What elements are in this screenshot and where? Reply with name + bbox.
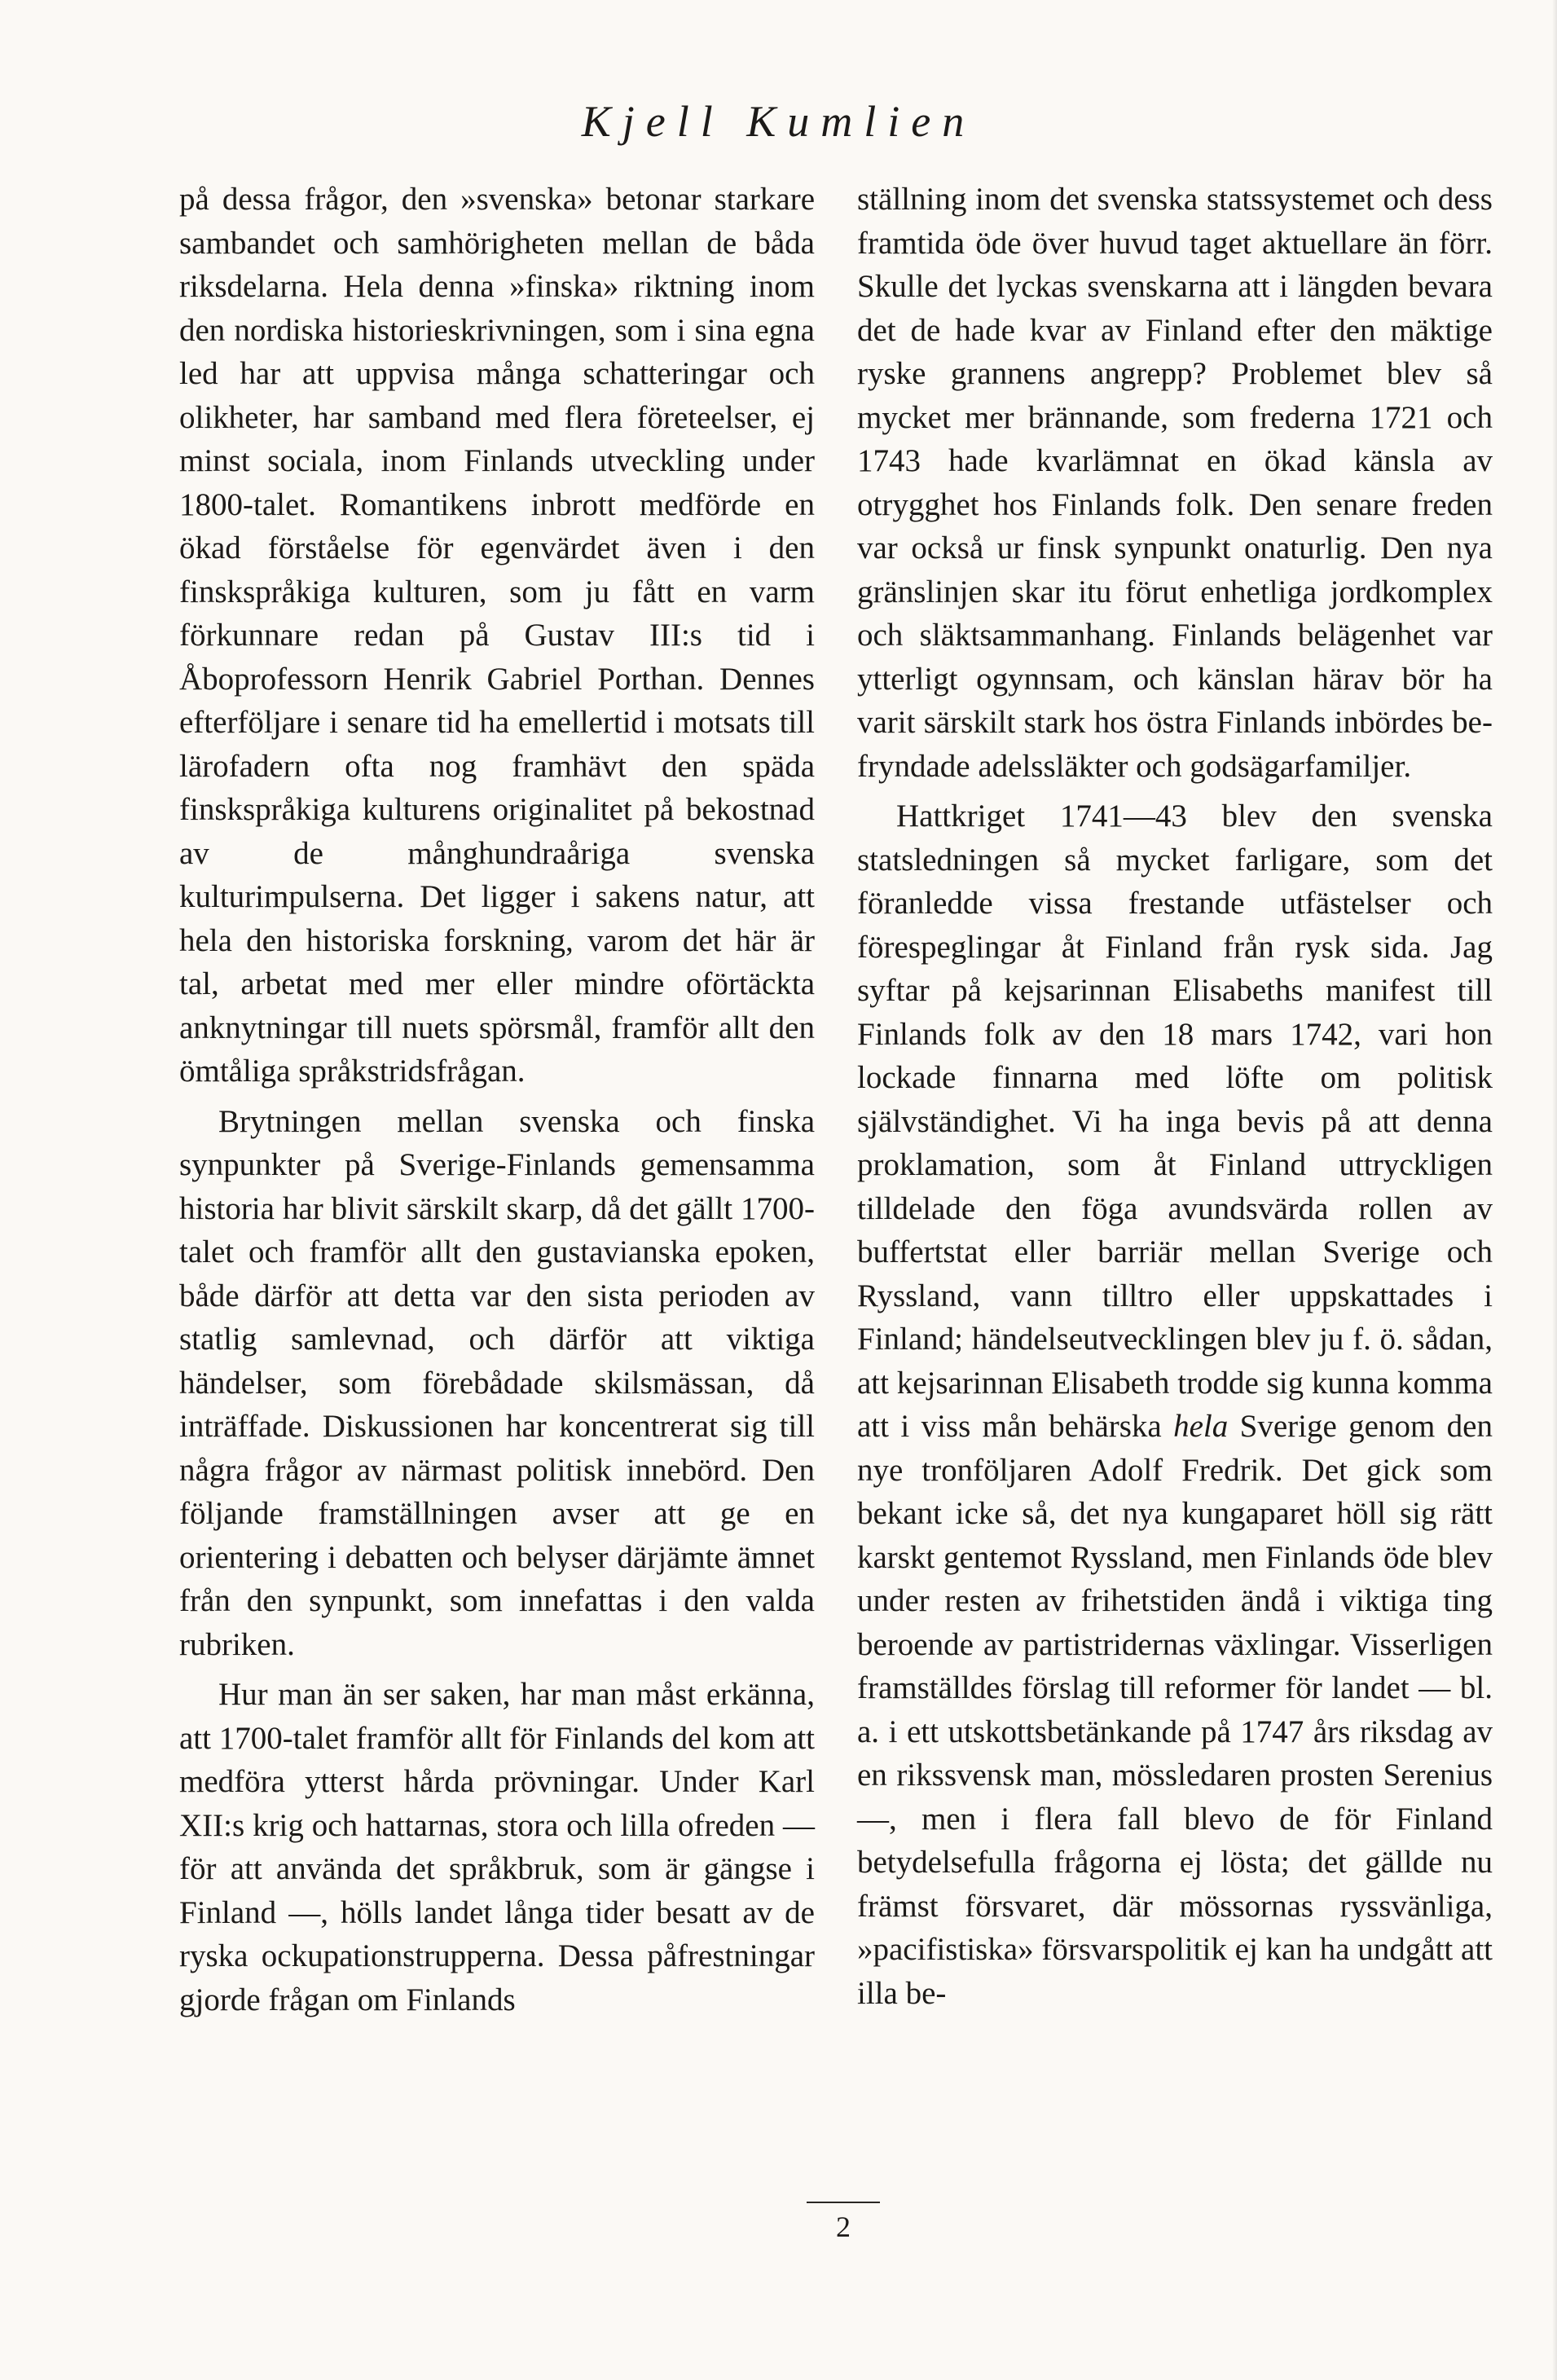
page-edge-shadow: [1552, 0, 1557, 2380]
left-paragraph-1: på dessa frågor, den »svenska» betonar starkare sambandet och samhörigheten mellan de båda riksdelarna. Hela denna »finska» riktning inom den nordiska historieskrivningen, som i sina egna led har att uppvisa många schatteringar och olikheter, har samband med flera företeelser, ej minst sociala, inom Finlands utveckling under 1800-talet. Romantikens inbrott medförde en ökad förståelse för egenvärdet även i den finskspråkiga kulturen, som ju fått en varm förkunnare redan på Gustav III:s tid i Åboprofessorn Henrik Gabriel Porthan. Dennes efterföljare i senare tid ha emellertid i motsats till lärofadern ofta nog framhävt den späda finskspråkiga kulturens originalitet på bekostnad av de månghundraåriga svenska kulturimpulserna. Det ligger i sakens natur, att hela den historiska forskning, varom det här är tal, arbetat med mer eller mindre oförtäckta anknytningar till nuets spörsmål, framför allt den ömtåliga språkstridsfrågan.: [179, 182, 815, 1089]
right-paragraph-2-text-a: Hattkriget 1741—43 blev den svenska statsledningen så mycket farligare, som det föranledde vissa frestande utfästelser och förespeglingar åt Finland från rysk sida. Jag syftar på kejsarinnan Elisabeths manifest till Finlands folk av den 18 mars 1742, vari hon lockade finnarna med löfte om politisk självständighet. Vi ha inga bevis på att denna proklamation, som åt Finland uttryckligen tilldelade den föga avundsvärda rollen av buffertstat eller barriär mellan Sverige och Ryssland, vann tilltro eller uppskattades i Finland; händelseutvecklingen blev ju f. ö. sådan, att kejsarinnan Elisabeth trodde sig kunna komma att i viss mån behärska: [857, 798, 1493, 1444]
left-paragraph-2: Brytningen mellan svenska och finska synpunkter på Sverige-Finlands gemensamma historia har blivit särskilt skarp, då det gällt 1700-talet och framför allt den gustavianska epoken, både därför att detta var den sista perioden av statlig samlevnad, och därför att viktiga händelser, som förebådade skilsmässan, då inträffade. Diskussionen har koncentrerat sig till några frågor av närmast politisk innebörd. Den följande framställningen avser att ge en orientering i debatten och belyser därjämte ämnet från den synpunkt, som innefattas i den valda rubriken.: [179, 1103, 815, 1662]
footer-rule: [807, 2202, 880, 2203]
right-paragraph-2: [857, 794, 1493, 2015]
running-head: Kjell Kumlien: [581, 97, 976, 146]
right-paragraph-2-text-b: Sverige genom den nye tronföljaren Adolf Fredrik. Det gick som bekant icke så, det nya kungaparet höll sig rätt karskt gentemot Ryssland, men Finlands öde blev under resten av frihetstiden ändå i viktiga ting beroende av partistridernas växlingar. Visserligen framställdes förslag till reformer för landet — bl. a. i ett utskottsbetänkande på 1747 års riksdag av en rikssvensk man, mössledaren prosten Serenius —, men i flera fall blevo de för Finland betydelsefulla frågorna ej lösta; det gällde nu främst försvaret, där mössornas ryssvänliga, »pacifistiska» försvarspolitik ej kan ha undgått att illa be-: [857, 1409, 1493, 2011]
right-column: [857, 178, 1493, 2015]
right-paragraph-2-italic-word: hela: [1173, 1409, 1229, 1444]
left-column: [179, 178, 815, 2021]
page-number: 2: [836, 2211, 851, 2243]
right-paragraph-1: ställning inom det svenska statssystemet och dess framtida öde över huvud taget aktuellare än förr. Skulle det lyckas svenskarna att i längden bevara det de hade kvar av Finland efter den mäktige ryske grannens angrepp? Problemet blev så mycket mer brännande, som frederna 1721 och 1743 hade kvarlämnat en ökad känsla av otrygghet hos Finlands folk. Den senare freden var också ur finsk synpunkt onaturlig. Den nya gränslinjen skar itu förut enhetliga jordkomplex och släktsammanhang. Finlands belägenhet var ytterligt ogynnsam, och känslan härav bör ha varit särskilt stark hos östra Finlands inbördes befryndade adelssläkter och godsägarfamiljer.: [857, 182, 1493, 784]
left-paragraph-3: Hur man än ser saken, har man måst erkänna, att 1700-talet framför allt för Finlands del kom att medföra ytterst hårda prövningar. Under Karl XII:s krig och hattarnas, stora och lilla ofreden — för att använda det språkbruk, som är gängse i Finland —, hölls landet långa tider besatt av de ryska ockupationstrupperna. Dessa påfrestningar gjorde frågan om Finlands: [179, 1677, 815, 2017]
